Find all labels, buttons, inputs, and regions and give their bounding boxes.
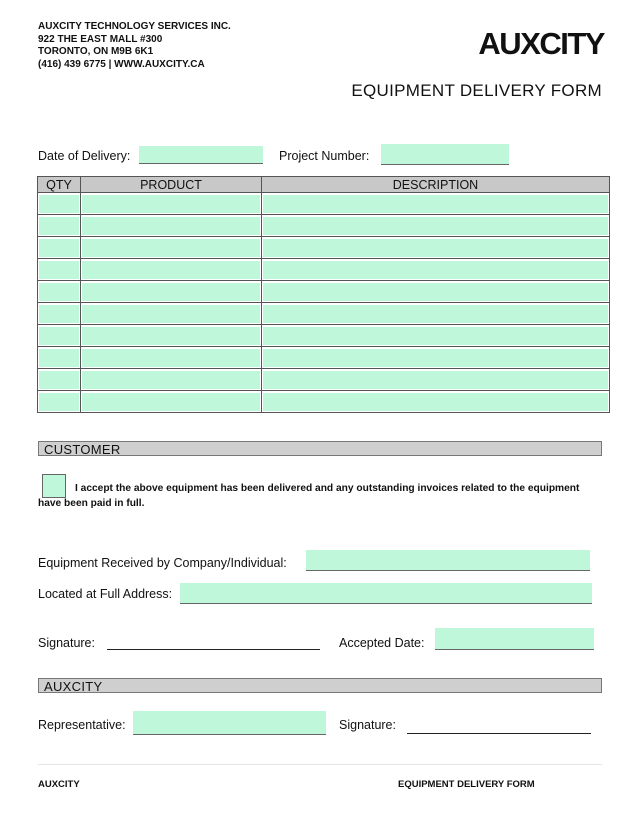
received-by-label: Equipment Received by Company/Individual: — [38, 556, 287, 570]
description-input-field[interactable] — [263, 393, 608, 411]
table-cell-description — [262, 303, 610, 325]
product-input-field[interactable] — [82, 261, 260, 279]
table-row — [38, 193, 610, 215]
table-row — [38, 391, 610, 413]
table-row — [38, 303, 610, 325]
table-cell-product — [81, 215, 262, 237]
accepted-date-label: Accepted Date: — [339, 636, 425, 650]
project-number-input[interactable] — [381, 144, 509, 165]
table-cell-description — [262, 193, 610, 215]
customer-signature-label: Signature: — [38, 636, 95, 650]
qty-input-field[interactable] — [39, 349, 79, 367]
product-input-field[interactable] — [82, 283, 260, 301]
table-cell-qty — [38, 391, 81, 413]
delivery-date-label: Date of Delivery: — [38, 149, 131, 163]
qty-input-field[interactable] — [39, 371, 79, 389]
representative-label: Representative: — [38, 718, 126, 732]
product-input-field[interactable] — [82, 371, 260, 389]
qty-input-field[interactable] — [39, 195, 79, 213]
table-row — [38, 237, 610, 259]
description-input-field[interactable] — [263, 195, 608, 213]
full-address-input[interactable] — [180, 583, 592, 604]
table-cell-qty — [38, 193, 81, 215]
table-header-row — [38, 177, 610, 193]
table-cell-description — [262, 391, 610, 413]
table-row — [38, 347, 610, 369]
table-cell-description — [262, 281, 610, 303]
auxcity-section-header: AUXCITY — [38, 678, 602, 693]
footer-divider — [38, 764, 602, 765]
description-input-field[interactable] — [263, 305, 608, 323]
table-cell-description — [262, 259, 610, 281]
equipment-table — [37, 176, 610, 413]
table-cell-description — [262, 237, 610, 259]
company-info — [38, 21, 231, 71]
form-title: EQUIPMENT DELIVERY FORM — [351, 81, 602, 100]
column-header-description: DESCRIPTION — [262, 177, 610, 193]
product-input-field[interactable] — [82, 217, 260, 235]
footer-left: AUXCITY — [38, 779, 80, 790]
column-header-qty: QTY — [38, 177, 81, 193]
table-cell-description — [262, 325, 610, 347]
table-cell-qty — [38, 237, 81, 259]
table-cell-product — [81, 259, 262, 281]
acceptance-statement: I accept the above equipment has been delivered and any outstanding invoices related to the equipment have been paid in full. — [38, 483, 580, 509]
table-cell-qty — [38, 259, 81, 281]
table-row — [38, 369, 610, 391]
received-by-input[interactable] — [306, 550, 590, 571]
table-cell-product — [81, 325, 262, 347]
table-cell-product — [81, 303, 262, 325]
accepted-date-input[interactable] — [435, 628, 594, 650]
company-address-line1: 922 THE EAST MALL #300 — [38, 33, 163, 45]
description-input-field[interactable] — [263, 261, 608, 279]
description-input-field[interactable] — [263, 283, 608, 301]
table-row — [38, 281, 610, 303]
footer-right: EQUIPMENT DELIVERY FORM — [398, 779, 535, 790]
company-contact: (416) 439 6775 | WWW.AUXCITY.CA — [38, 58, 205, 70]
auxcity-signature-label: Signature: — [339, 718, 396, 732]
table-cell-qty — [38, 215, 81, 237]
table-cell-qty — [38, 303, 81, 325]
table-cell-product — [81, 391, 262, 413]
table-cell-product — [81, 369, 262, 391]
full-address-label: Located at Full Address: — [38, 587, 173, 601]
table-cell-qty — [38, 369, 81, 391]
table-row — [38, 215, 610, 237]
qty-input-field[interactable] — [39, 393, 79, 411]
qty-input-field[interactable] — [39, 217, 79, 235]
product-input-field[interactable] — [82, 239, 260, 257]
table-cell-qty — [38, 347, 81, 369]
product-input-field[interactable] — [82, 195, 260, 213]
table-cell-qty — [38, 281, 81, 303]
table-cell-product — [81, 193, 262, 215]
description-input-field[interactable] — [263, 327, 608, 345]
column-header-product: PRODUCT — [81, 177, 262, 193]
table-row — [38, 325, 610, 347]
qty-input-field[interactable] — [39, 283, 79, 301]
table-cell-description — [262, 215, 610, 237]
project-number-label: Project Number: — [279, 149, 370, 163]
representative-input[interactable] — [133, 711, 326, 735]
product-input-field[interactable] — [82, 349, 260, 367]
product-input-field[interactable] — [82, 327, 260, 345]
qty-input-field[interactable] — [39, 239, 79, 257]
qty-input-field[interactable] — [39, 305, 79, 323]
description-input-field[interactable] — [263, 239, 608, 257]
table-cell-product — [81, 347, 262, 369]
table-row — [38, 259, 610, 281]
customer-signature-line[interactable] — [107, 648, 320, 650]
delivery-date-input[interactable] — [139, 146, 263, 164]
description-input-field[interactable] — [263, 217, 608, 235]
customer-section-header: CUSTOMER — [38, 441, 602, 456]
table-cell-description — [262, 369, 610, 391]
qty-input-field[interactable] — [39, 261, 79, 279]
qty-input-field[interactable] — [39, 327, 79, 345]
description-input-field[interactable] — [263, 371, 608, 389]
table-cell-description — [262, 347, 610, 369]
company-name: AUXCITY TECHNOLOGY SERVICES INC. — [38, 21, 231, 32]
auxcity-signature-line[interactable] — [407, 732, 591, 734]
product-input-field[interactable] — [82, 393, 260, 411]
company-logo: AUXCITY — [478, 26, 604, 61]
product-input-field[interactable] — [82, 305, 260, 323]
table-cell-product — [81, 237, 262, 259]
table-cell-qty — [38, 325, 81, 347]
description-input-field[interactable] — [263, 349, 608, 367]
table-cell-product — [81, 281, 262, 303]
company-address-line2: TORONTO, ON M9B 6K1 — [38, 46, 154, 57]
